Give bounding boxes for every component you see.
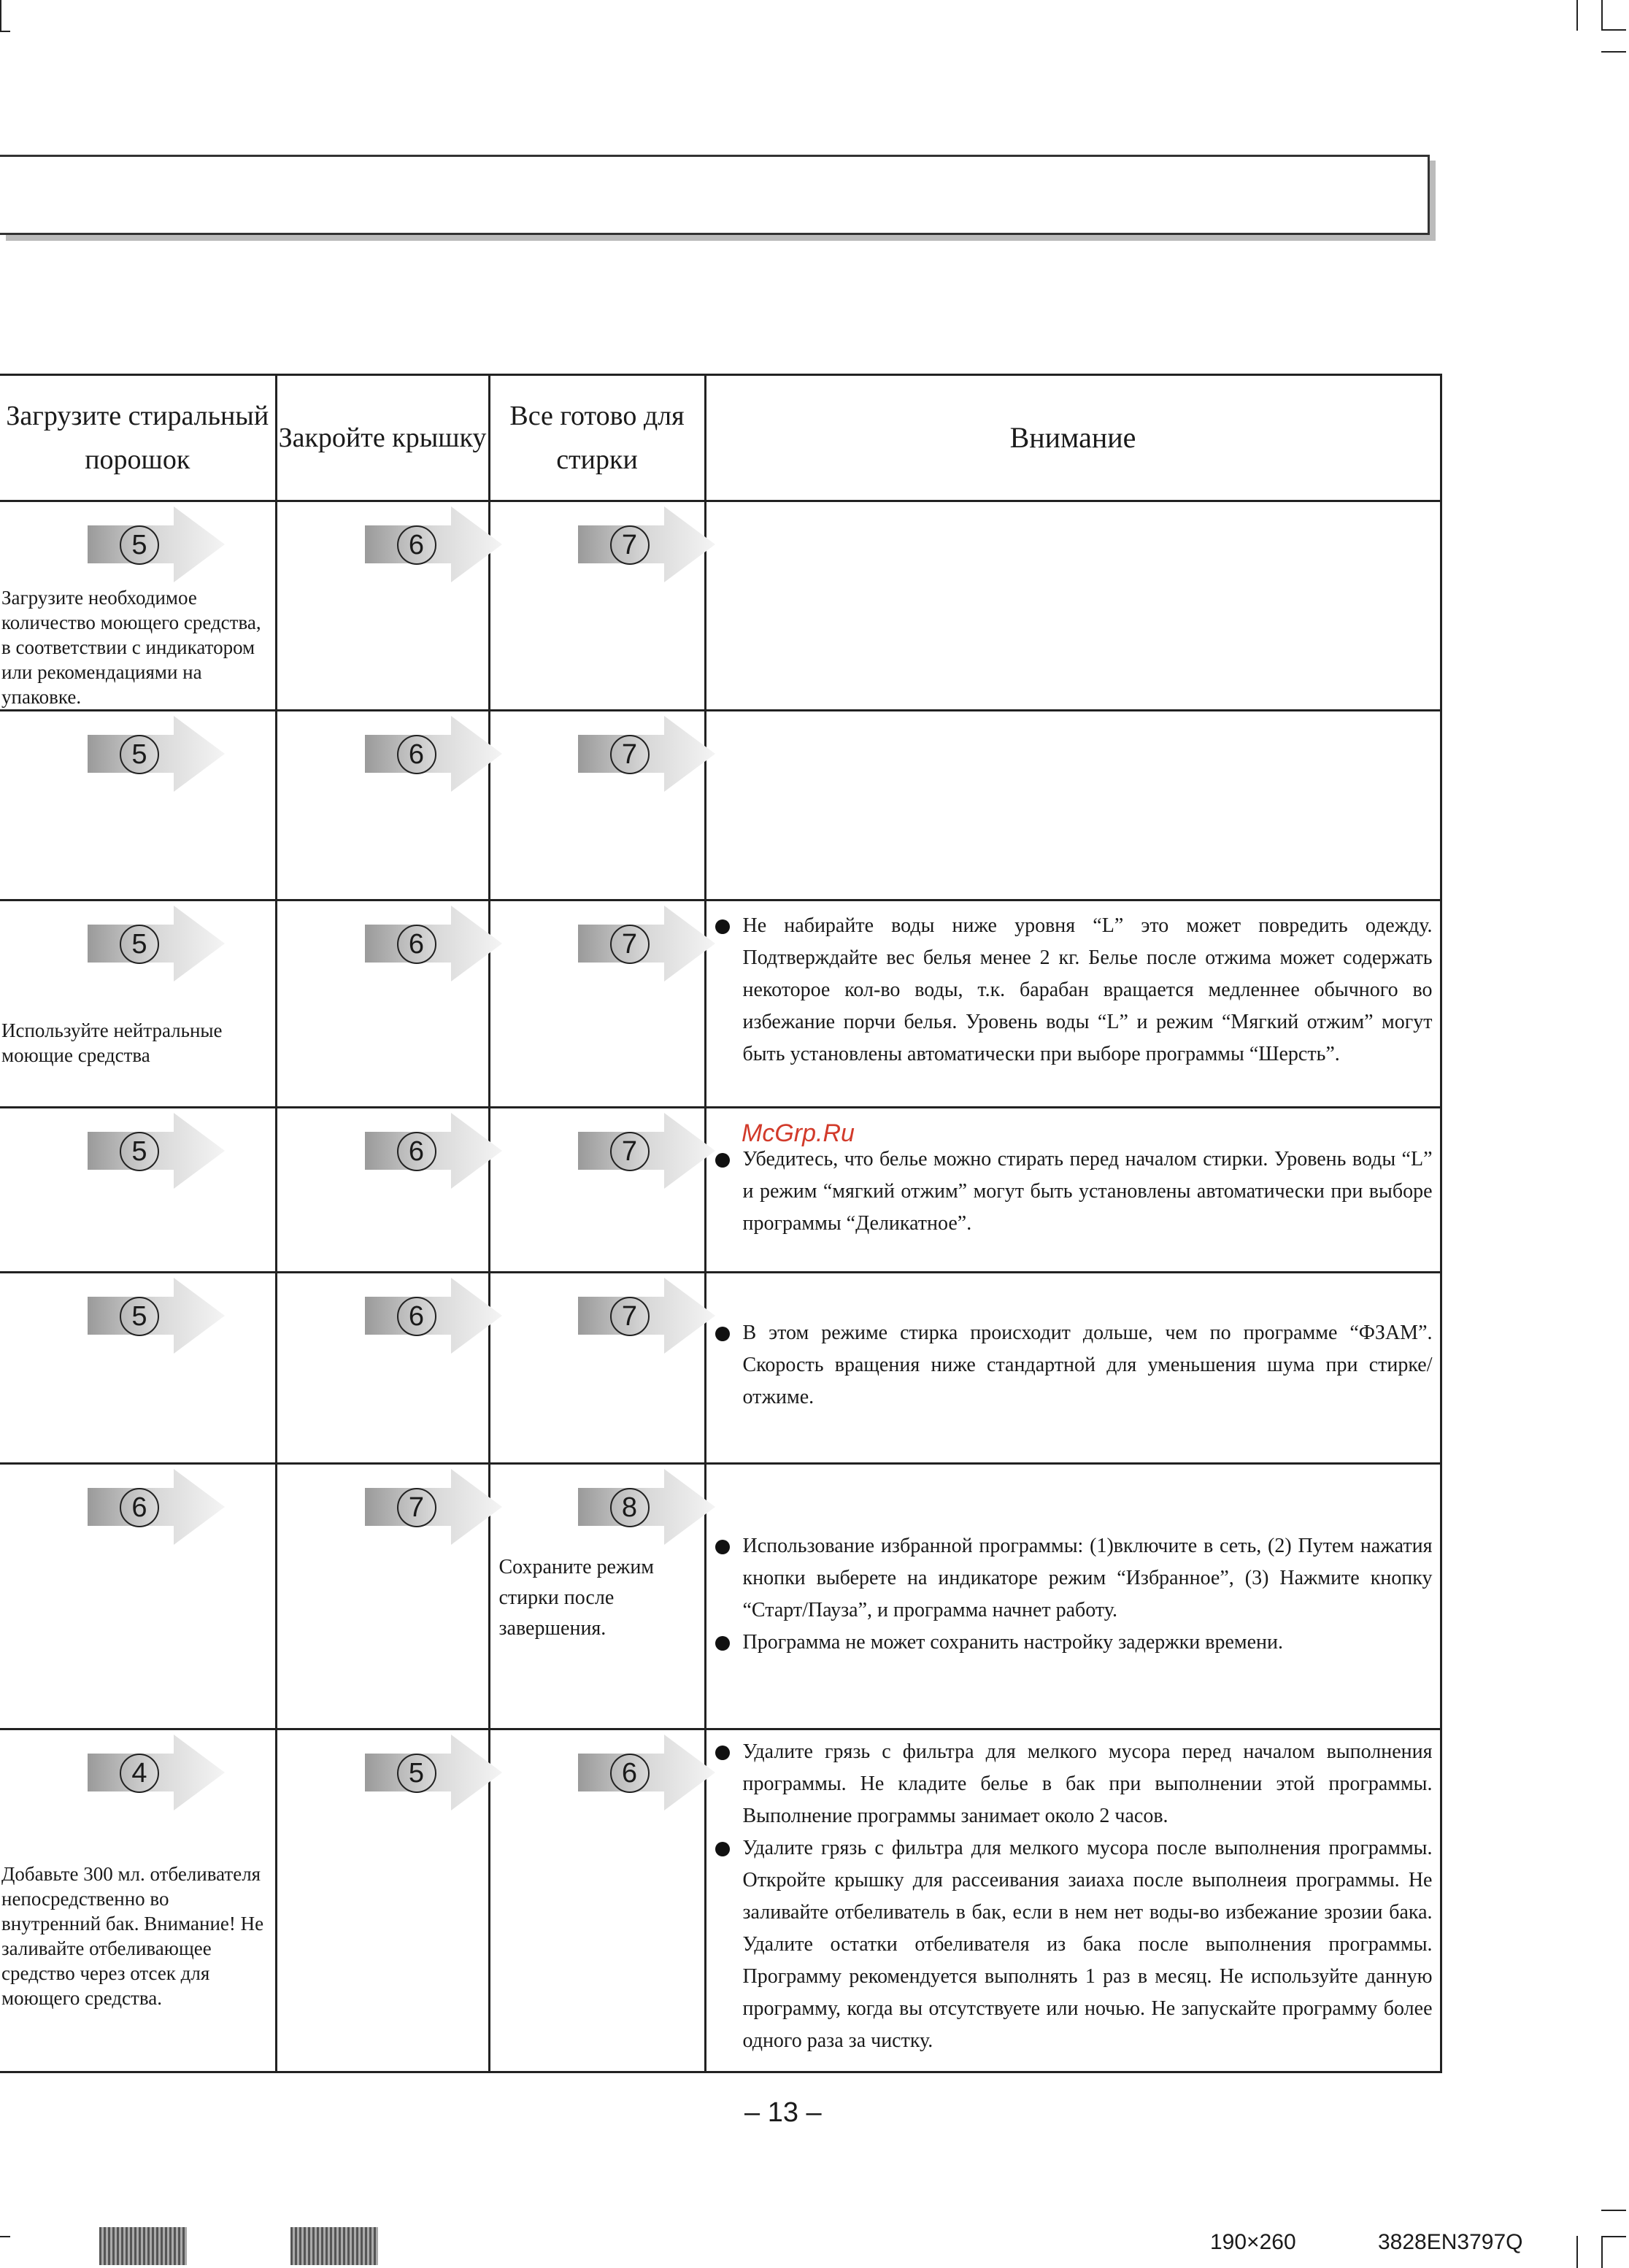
step-number: 7: [610, 735, 650, 774]
attention-item: Удалите грязь с фильтра для мелкого мусора перед началом выполнения программы. Не кладите белье в бак при выполнении этой программы. Выполнение программы занимает около 2 часов.: [743, 1736, 1433, 1832]
step-number: 5: [120, 735, 159, 774]
step-arrow: [365, 1113, 504, 1189]
step-number: 6: [610, 1754, 650, 1793]
attention-item: Программа не может сохранить настройку задержки времени.: [743, 1627, 1433, 1659]
step-number: 7: [610, 1132, 650, 1171]
title-frame: [0, 155, 1430, 235]
step-arrow: [578, 506, 717, 582]
step-number: 7: [610, 525, 650, 565]
crop-mark: [1601, 2236, 1626, 2237]
step-number: 6: [397, 525, 436, 565]
cell-ready: [489, 711, 705, 900]
step-number: 4: [120, 1754, 159, 1793]
cell-detergent: [0, 711, 276, 900]
registration-mark: [99, 2227, 187, 2265]
cell-attention: [705, 711, 1441, 900]
step-arrow: [88, 716, 226, 792]
step-arrow: [365, 906, 504, 981]
step-number: 6: [397, 1297, 436, 1336]
attention-list: [706, 1730, 1440, 2057]
step-arrow: [578, 1113, 717, 1189]
attention-item: В этом режиме стирка происходит дольше, чем по программе “ФЗАМ”. Скорость вращения ниже стандартной для уменьшения шума при стирке/отжиме.: [743, 1317, 1433, 1413]
step-number: 6: [397, 925, 436, 964]
cell-ready: [489, 1273, 705, 1464]
cell-attention: [705, 501, 1441, 711]
table-row: [0, 1108, 1441, 1273]
crop-mark: [1601, 29, 1626, 31]
table-row: [0, 1464, 1441, 1729]
table-header-row: [0, 375, 1441, 501]
cell-close-lid: [276, 501, 489, 711]
crop-mark: [1601, 0, 1603, 31]
cell-ready: [489, 1729, 705, 2072]
attention-item: Использование избранной программы: (1)включите в сеть, (2) Путем нажатия кнопки выберете на индикаторе режим “Избранное”, (3) Нажмите кнопку “Старт/Пауза”, и программа начнет работу.: [743, 1530, 1433, 1627]
footer-code: 3828EN3797Q: [1378, 2230, 1523, 2254]
step-arrow: [88, 1469, 226, 1545]
step-arrow: [365, 716, 504, 792]
cell-close-lid: [276, 1729, 489, 2072]
detergent-note: Используйте нейтральные моющие средства: [1, 1019, 223, 1066]
detergent-note: Добавьте 300 мл. отбеливателя непосредственно во внутренний бак. Внимание! Не заливайте отбеливающее средство через отсек для моющего средства.: [1, 1863, 264, 2009]
step-number: 6: [120, 1488, 159, 1527]
cell-detergent: [0, 1729, 276, 2072]
cell-detergent: [0, 501, 276, 711]
cell-close-lid: [276, 1464, 489, 1729]
cell-ready: [489, 900, 705, 1108]
cell-attention: [705, 900, 1441, 1108]
cell-ready: [489, 1464, 705, 1729]
cell-attention: [705, 1729, 1441, 2072]
crop-mark: [1576, 2236, 1578, 2268]
cell-close-lid: [276, 1273, 489, 1464]
step-arrow: [88, 1113, 226, 1189]
footer-size: 190×260: [1210, 2230, 1296, 2254]
watermark: McGrp.Ru: [742, 1119, 855, 1147]
attention-item: Удалите грязь с фильтра для мелкого мусора после выполнения программы. Откройте крышку для рассеивания заиаха после выполнеия программы. Не заливайте отбеливатель в бак, если в нем нет воды-во избежание зрозии бака. Удалите остатки отбеливателя из бака после выполнения программы. Программу рекомендуется выполнять 1 раз в месяц. Не используйте данную программу, когда вы отсутствуете или ночью. Не запускайте программу более одного раза за чистку.: [743, 1832, 1433, 2057]
cell-detergent: [0, 1108, 276, 1273]
attention-list: [706, 1465, 1440, 1659]
header-ready: Все готово для стирки: [489, 375, 705, 501]
attention-list: [706, 1273, 1440, 1413]
crop-mark: [1601, 2236, 1603, 2268]
header-load-detergent: Загрузите стиральный порошок: [0, 375, 276, 501]
step-arrow: [578, 1278, 717, 1354]
cell-ready: [489, 1108, 705, 1273]
table-row: [0, 1729, 1441, 2072]
table-row: [0, 900, 1441, 1108]
cell-detergent: [0, 1273, 276, 1464]
table-row: [0, 711, 1441, 900]
step-number: 8: [610, 1488, 650, 1527]
table-row: [0, 1273, 1441, 1464]
step-arrow: [88, 506, 226, 582]
header-attention: Внимание: [705, 375, 1441, 501]
step-number: 7: [610, 1297, 650, 1336]
attention-list: [706, 901, 1440, 1071]
detergent-note: Загрузите необходимое количество моющего средства, в соответствии с индикатором или рекомендациями на упаковке.: [1, 587, 261, 708]
cell-close-lid: [276, 1108, 489, 1273]
crop-mark: [1601, 2210, 1626, 2211]
step-arrow: [365, 1469, 504, 1545]
step-number: 7: [610, 925, 650, 964]
cell-close-lid: [276, 711, 489, 900]
header-close-lid: Закройте крышку: [276, 375, 489, 501]
cell-detergent: [0, 900, 276, 1108]
step-arrow: [578, 906, 717, 981]
cell-detergent: [0, 1464, 276, 1729]
step-number: 6: [397, 735, 436, 774]
cell-attention: [705, 1464, 1441, 1729]
step-number: 5: [120, 1297, 159, 1336]
step-arrow: [578, 716, 717, 792]
step-arrow: [365, 506, 504, 582]
step-number: 6: [397, 1132, 436, 1171]
cell-attention: [705, 1273, 1441, 1464]
crop-mark: [1576, 0, 1578, 31]
step-arrow: [365, 1278, 504, 1354]
attention-item: Убедитесь, что белье можно стирать перед началом стирки. Уровень воды “L” и режим “мягкий отжим” могут быть установлены автоматически при выборе программы “Деликатное”.: [743, 1143, 1433, 1240]
step-arrow: [578, 1735, 717, 1810]
crop-mark: [1601, 51, 1626, 53]
step-arrow: [88, 1735, 226, 1810]
step-number: 7: [397, 1488, 436, 1527]
page-number: – 13 –: [744, 2097, 822, 2128]
step-arrow: [88, 1278, 226, 1354]
crop-mark: [0, 2236, 10, 2237]
program-table: [0, 374, 1442, 2073]
step-arrow: [578, 1469, 717, 1545]
table-row: [0, 501, 1441, 711]
cell-close-lid: [276, 900, 489, 1108]
crop-mark: [0, 31, 10, 32]
cell-ready: [489, 501, 705, 711]
step-arrow: [365, 1735, 504, 1810]
step-number: 5: [120, 1132, 159, 1171]
step-number: 5: [120, 925, 159, 964]
step-number: 5: [120, 525, 159, 565]
registration-mark: [290, 2227, 378, 2265]
attention-item: Не набирайте воды ниже уровня “L” это может повредить одежду. Подтверждайте вес белья менее 2 кг. Белье после отжима может содержать некоторое кол-во воды, т.к. барабан вращается медленнее обычного во избежание порчи белья. Уровень воды “L” и режим “Мягкий отжим” могут быть установлены автоматически при выборе программы “Шерсть”.: [743, 910, 1433, 1071]
ready-note: Сохраните режим стирки после завершения.: [498, 1556, 655, 1640]
step-number: 5: [397, 1754, 436, 1793]
step-arrow: [88, 906, 226, 981]
crop-mark: [0, 0, 1, 32]
